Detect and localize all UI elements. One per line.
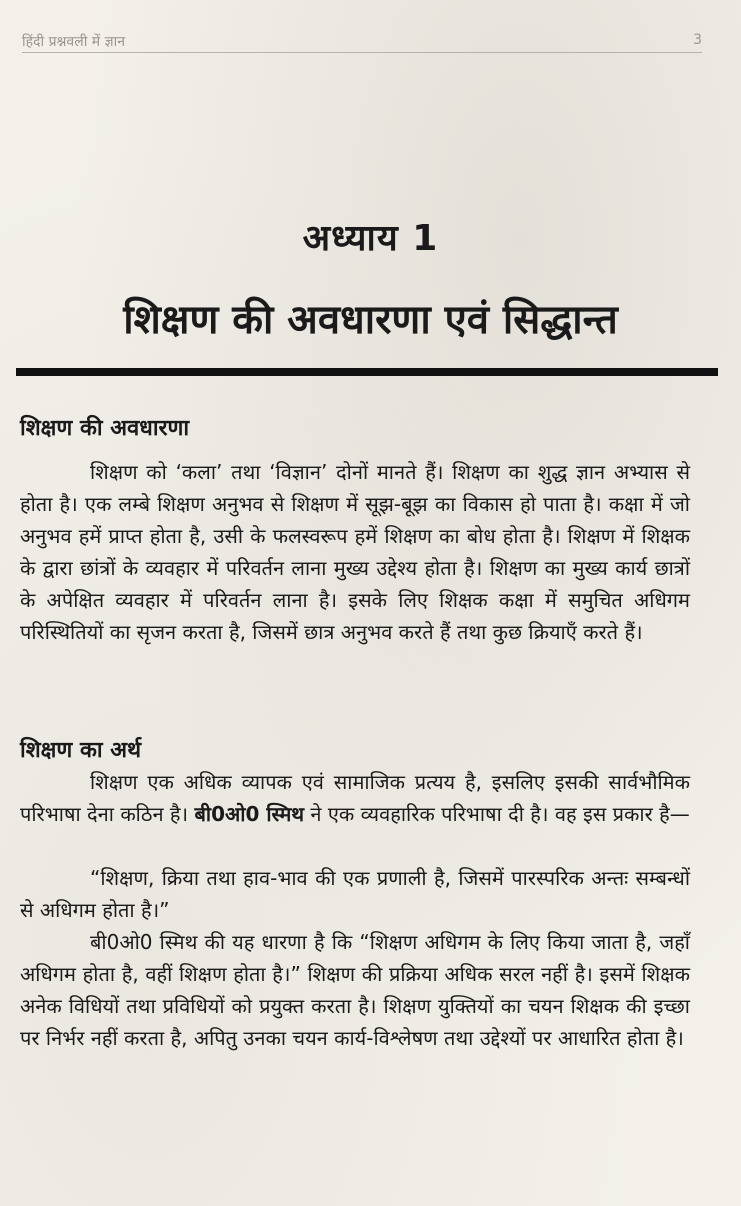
section-heading-meaning: शिक्षण का अर्थ <box>20 738 142 763</box>
title-rule <box>16 368 718 376</box>
paragraph-meaning-text-2: ने एक व्यवहारिक परिभाषा दी है। वह इस प्रकार है— <box>304 802 690 826</box>
chapter-label: अध्याय 1 <box>302 218 439 259</box>
definition-quote: “शिक्षण, क्रिया तथा हाव-भाव की एक प्रणाली है, जिसमें पारस्परिक अन्तः सम्बन्धों से अधिगम होता है।” <box>20 866 690 922</box>
section-heading-concept: शिक्षण की अवधारणा <box>20 416 190 441</box>
running-head-left: हिंदी प्रश्नवली में ज्ञान <box>22 34 125 50</box>
paragraph-concept: शिक्षण को ‘कला’ तथा ‘विज्ञान’ दोनों मानते हैं। शिक्षण का शुद्ध ज्ञान अभ्यास से होता है। एक लम्बे शिक्षण अनुभव से शिक्षण में सूझ-बूझ का विकास हो पाता है। कक्षा में जो अनुभव हमें प्राप्त होता है, उसी के फलस्वरूप हमें शिक्षण का बोध होता है। शिक्षण में शिक्षक के द्वारा छांत्रों के व्यवहार में परिवर्तन लाना मुख्य उद्देश्य होता है। शिक्षण का मुख्य कार्य छात्रों के अपेक्षित व्यवहार में परिवर्तन लाना है। इसके लिए शिक्षक कक्षा में समुचित अधिगम परिस्थितियों का सृजन करता है, जिसमें छात्र अनुभव करते हैं तथा कुछ क्रियाएँ करते हैं। <box>20 460 690 644</box>
paragraph-meaning-text-1: शिक्षण एक अधिक व्यापक एवं सामाजिक प्रत्यय है, इसलिए इसकी सार्वभौमिक परिभाषा देना कठिन है। <box>20 770 690 826</box>
author-name: बी0ओ0 स्मिथ <box>194 802 305 826</box>
paragraph-explanation: बी0ओ0 स्मिथ की यह धारणा है कि “शिक्षण अधिगम के लिए किया जाता है, जहाँ अधिगम होता है, वहीं शिक्षण होता है।” शिक्षण की प्रक्रिया अधिक सरल नहीं है। इसमें शिक्षक अनेक विधियों तथा प्रविधियों को प्रयुक्त करता है। शिक्षण युक्तियों का चयन शिक्षक की इच्छा पर निर्भर नहीं करता है, अपितु उनका चयन कार्य-विश्लेषण तथा उद्देश्यों पर आधारित होता है। <box>20 930 690 1050</box>
page-number: 3 <box>693 32 702 48</box>
chapter-title: शिक्षण की अवधारणा एवं सिद्धान्त <box>123 297 618 343</box>
paragraph-meaning <box>20 766 690 830</box>
running-head <box>22 30 702 53</box>
